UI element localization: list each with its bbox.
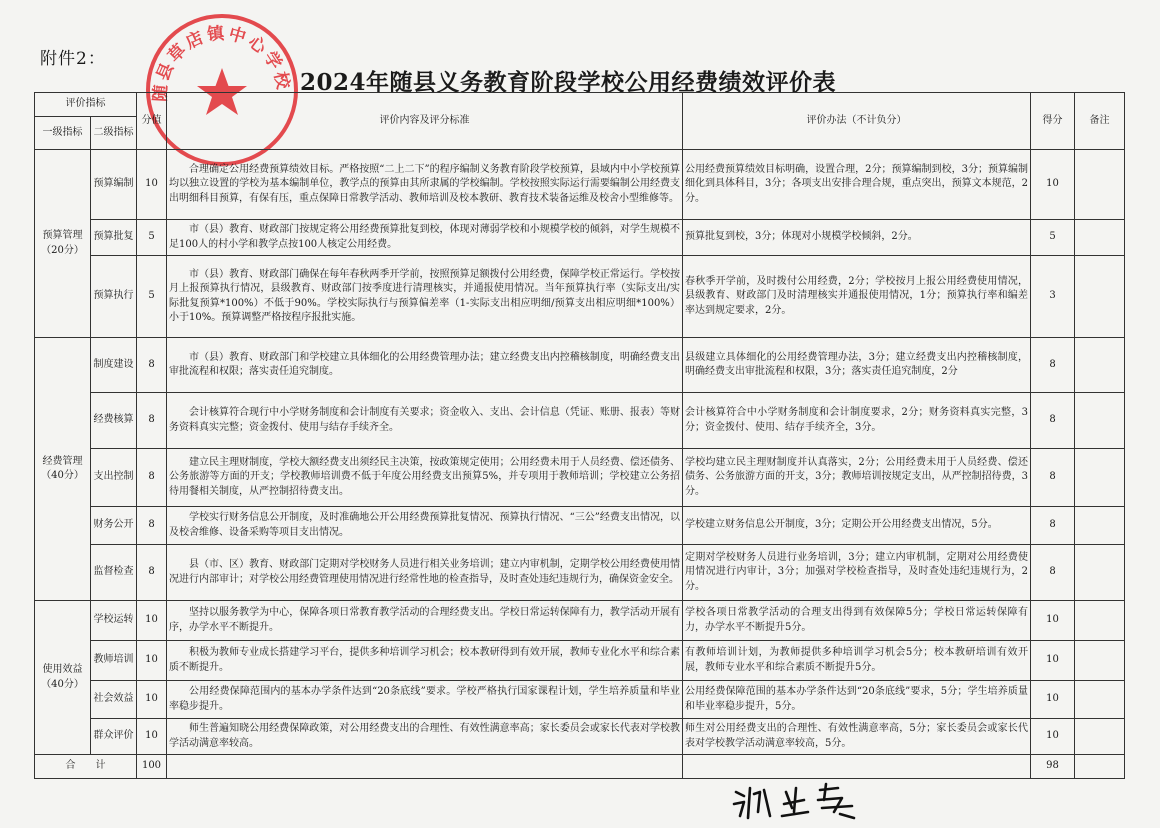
method-cell: 定期对学校财务人员进行业务培训，3分；建立内审机制，定期对公用经费使用情况进行内审计，3分；加强对学校检查指导，及时查处违纪违规行为，2分。: [683, 545, 1031, 601]
remark-cell: [1075, 601, 1125, 641]
table-row: [35, 601, 1125, 641]
remark-cell: [1075, 545, 1125, 601]
sub-indicator: 预算编制: [91, 150, 137, 220]
remark-cell: [1075, 393, 1125, 449]
score-value: 10: [137, 150, 167, 220]
content-cell: 合理确定公用经费预算绩效目标。严格按照“二上二下”的程序编制义务教育阶段学校预算，县域内中小学校预算均以独立设置的学校为基本编制单位，教学点的预算由其所隶属的学校编制。学校按照实际运行需要编制公用经费支出明细科目预算，有保有压，重点保障日常教学活动、教师培训及校本教研、教育技术装备运维及校舍小型维修等。: [167, 150, 683, 220]
score-cell: 8: [1031, 449, 1075, 507]
score-value: 8: [137, 338, 167, 393]
header-score: 得分: [1031, 93, 1075, 150]
content-cell: 市（县）教育、财政部门确保在每年春秋两季开学前，按照预算足额拨付公用经费，保障学校正常运行。学校按月上报预算执行情况，县级教育、财政部门按季度进行清理核实，并通报使用情况。当年预算执行率（实际支出/实际批复预算*100%）不低于90%。学校实际执行与预算偏差率（1-实际支出相应明细/预算支出相应明细*100%）小于10%。预算调整严格按程序报批实施。: [167, 256, 683, 338]
remark-cell: [1075, 681, 1125, 719]
score-value: 5: [137, 220, 167, 256]
svg-text:随县草店镇中心学校: 随县草店镇中心学校: [150, 23, 294, 103]
table-row: [35, 220, 1125, 256]
remark-cell: [1075, 641, 1125, 681]
total-value: 100: [137, 755, 167, 779]
score-cell: 3: [1031, 256, 1075, 338]
sub-indicator: 制度建设: [91, 338, 137, 393]
table-row: [35, 681, 1125, 719]
total-content-cell: [167, 755, 683, 779]
method-cell: 学校各项日常教学活动的合理支出得到有效保障5分；学校日常运转保障有力，办学水平不断提升5分。: [683, 601, 1031, 641]
content-cell: 学校实行财务信息公开制度，及时准确地公开公用经费预算批复情况、预算执行情况、“三公”经费支出情况，以及校舍维修、设备采购等项目支出情况。: [167, 507, 683, 545]
method-cell: 师生对公用经费支出的合理性、有效性满意率高，5分；家长委员会或家长代表对学校教学活动满意率较高，5分。: [683, 719, 1031, 755]
table-row: [35, 338, 1125, 393]
table-row: [35, 393, 1125, 449]
content-cell: 县（市、区）教育、财政部门定期对学校财务人员进行相关业务培训；建立内审机制，定期学校公用经费使用情况进行内部审计；对学校公用经费管理使用情况进行经常性地的检查指导，及时查处违纪违规行为，确保资金安全。: [167, 545, 683, 601]
sub-indicator: 经费核算: [91, 393, 137, 449]
score-value: 10: [137, 719, 167, 755]
score-value: 8: [137, 449, 167, 507]
score-cell: 5: [1031, 220, 1075, 256]
handwritten-signature: [730, 778, 860, 822]
content-cell: 市（县）教育、财政部门按规定将公用经费预算批复到校，体现对薄弱学校和小规模学校的倾斜，对学生规模不足100人的村小学和教学点按100人核定公用经费。: [167, 220, 683, 256]
attachment-label: 附件2：: [40, 49, 106, 69]
header-score-value: 分值: [137, 93, 167, 150]
score-cell: 10: [1031, 150, 1075, 220]
content-cell: 市（县）教育、财政部门和学校建立具体细化的公用经费管理办法；建立经费支出内控稽核制度，明确经费支出审批流程和权限；落实责任追究制度。: [167, 338, 683, 393]
total-method-cell: [683, 755, 1031, 779]
method-cell: 县级建立具体细化的公用经费管理办法，3分；建立经费支出内控稽核制度，明确经费支出审批流程和权限，3分；落实责任追究制度，2分: [683, 338, 1031, 393]
total-label: 合 计: [35, 755, 137, 779]
sub-indicator: 预算执行: [91, 256, 137, 338]
total-row: [35, 755, 1125, 779]
score-value: 8: [137, 507, 167, 545]
remark-cell: [1075, 507, 1125, 545]
method-cell: 学校均建立民主理财制度并认真落实，2分；公用经费未用于人员经费、偿还债务、公务旅游方面的开支，3分；教师培训按规定支出，从严控制招待费，3分。: [683, 449, 1031, 507]
table-row: [35, 507, 1125, 545]
remark-cell: [1075, 719, 1125, 755]
evaluation-table: [34, 92, 1125, 779]
score-value: 10: [137, 641, 167, 681]
table-row: [35, 641, 1125, 681]
header-level2: 二级指标: [91, 117, 137, 150]
content-cell: 建立民主理财制度，学校大额经费支出须经民主决策，按政策规定使用；公用经费未用于人员经费、偿还债务、公务旅游等方面的开支；学校教师培训费不低于年度公用经费支出预算5%，并专项用于教师培训；学校建立公务招待用餐相关制度，从严控制招待费支出。: [167, 449, 683, 507]
score-cell: 8: [1031, 338, 1075, 393]
sub-indicator: 教师培训: [91, 641, 137, 681]
sub-indicator: 预算批复: [91, 220, 137, 256]
score-cell: 8: [1031, 393, 1075, 449]
group-name: 经费管理（40分）: [35, 338, 91, 601]
remark-cell: [1075, 150, 1125, 220]
method-cell: 预算批复到校，3分；体现对小规模学校倾斜，2分。: [683, 220, 1031, 256]
content-cell: 公用经费保障范围内的基本办学条件达到“20条底线”要求。学校严格执行国家课程计划，学生培养质量和毕业率稳步提升。: [167, 681, 683, 719]
group-name: 预算管理（20分）: [35, 150, 91, 338]
table-row: [35, 719, 1125, 755]
score-value: 10: [137, 681, 167, 719]
method-cell: 学校建立财务信息公开制度，3分；定期公开公用经费支出情况，5分。: [683, 507, 1031, 545]
score-cell: 8: [1031, 545, 1075, 601]
content-cell: 坚持以服务教学为中心，保障各项日常教育教学活动的合理经费支出。学校日常运转保障有力，教学活动开展有序，办学水平不断提升。: [167, 601, 683, 641]
total-remark-cell: [1075, 755, 1125, 779]
score-cell: 10: [1031, 719, 1075, 755]
header-level1: 一级指标: [35, 117, 91, 150]
table-row: [35, 150, 1125, 220]
remark-cell: [1075, 256, 1125, 338]
header-indicator: 评价指标: [35, 93, 137, 117]
table-row: [35, 256, 1125, 338]
content-cell: 师生普遍知晓公用经费保障政策，对公用经费支出的合理性、有效性满意率高；家长委员会或家长代表对学校教学活动满意率较高。: [167, 719, 683, 755]
group-name: 使用效益（40分）: [35, 601, 91, 755]
method-cell: 有教师培训计划，为教师提供多种培训学习机会5分；校本教研培训有效开展，教师专业水平和综合素质不断提升5分。: [683, 641, 1031, 681]
score-cell: 10: [1031, 601, 1075, 641]
score-value: 10: [137, 601, 167, 641]
content-cell: 会计核算符合现行中小学财务制度和会计制度有关要求；资金收入、支出、会计信息（凭证、账册、报表）等财务资料真实完整；资金拨付、使用与结存手续齐全。: [167, 393, 683, 449]
remark-cell: [1075, 338, 1125, 393]
score-value: 8: [137, 545, 167, 601]
sub-indicator: 学校运转: [91, 601, 137, 641]
header-method: 评价办法（不计负分）: [683, 93, 1031, 150]
sub-indicator: 财务公开: [91, 507, 137, 545]
remark-cell: [1075, 449, 1125, 507]
method-cell: 春秋季开学前，及时拨付公用经费，2分；学校按月上报公用经费使用情况，县级教育、财政部门及时清理核实并通报使用情况，1分；预算执行率和编差率达到规定要求，2分。: [683, 256, 1031, 338]
content-cell: 积极为教师专业成长搭建学习平台，提供多种培训学习机会；校本教研得到有效开展，教师专业化水平和综合素质不断提升。: [167, 641, 683, 681]
sub-indicator: 群众评价: [91, 719, 137, 755]
sub-indicator: 社会效益: [91, 681, 137, 719]
sub-indicator: 支出控制: [91, 449, 137, 507]
header-content: 评价内容及评分标准: [167, 93, 683, 150]
score-value: 8: [137, 393, 167, 449]
page-title: 2024年随县义务教育阶段学校公用经费绩效评价表: [300, 69, 837, 96]
method-cell: 公用经费预算绩效目标明确，设置合理，2分；预算编制到校，3分；预算编制细化到具体科目，3分；各项支出安排合理合规，重点突出，预算文本规范，2分。: [683, 150, 1031, 220]
score-cell: 10: [1031, 641, 1075, 681]
sub-indicator: 监督检查: [91, 545, 137, 601]
score-cell: 8: [1031, 507, 1075, 545]
table-row: [35, 449, 1125, 507]
header-remark: 备注: [1075, 93, 1125, 150]
score-cell: 10: [1031, 681, 1075, 719]
header-row-1: [35, 93, 1125, 117]
score-value: 5: [137, 256, 167, 338]
method-cell: 会计核算符合中小学财务制度和会计制度要求，2分；财务资料真实完整，3分；资金拨付、使用、结存手续齐全，3分。: [683, 393, 1031, 449]
total-score: 98: [1031, 755, 1075, 779]
method-cell: 公用经费保障范围的基本办学条件达到“20条底线”要求，5分；学生培养质量和毕业率稳步提升，5分。: [683, 681, 1031, 719]
table-row: [35, 545, 1125, 601]
remark-cell: [1075, 220, 1125, 256]
